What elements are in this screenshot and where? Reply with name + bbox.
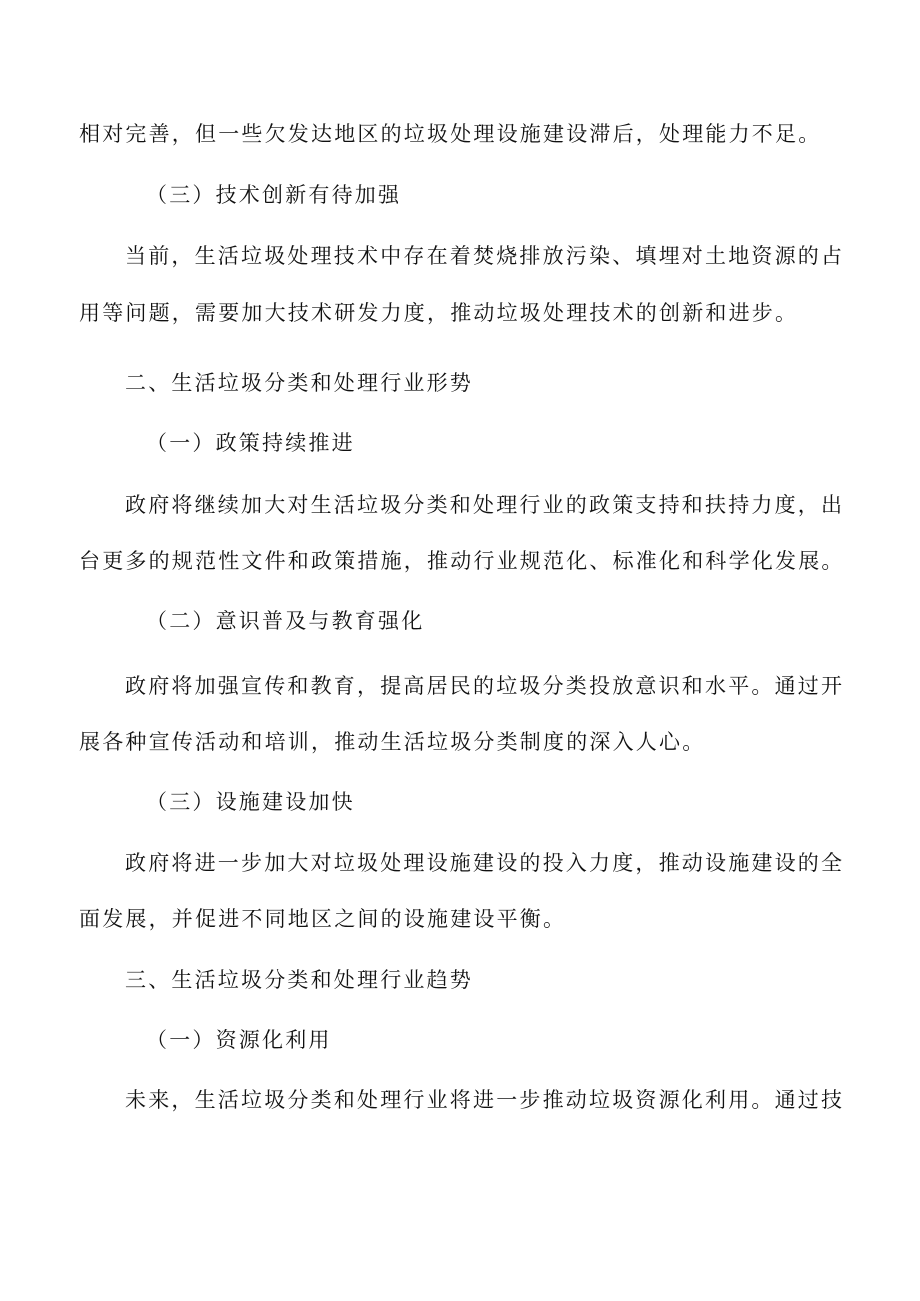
paragraph-line: 政府将加强宣传和教育，提高居民的垃圾分类投放意识和水平。通过开 — [125, 674, 845, 698]
subsection-heading-policy: （一）政策持续推进 — [146, 431, 355, 455]
paragraph-line: 展各种宣传活动和培训，推动生活垃圾分类制度的深入人心。 — [79, 730, 706, 754]
subsection-heading-tech-innovation: （三）技术创新有待加强 — [146, 183, 402, 207]
section-heading-industry-situation: 二、生活垃圾分类和处理行业形势 — [125, 371, 473, 395]
subsection-heading-awareness: （二）意识普及与教育强化 — [146, 609, 425, 633]
paragraph-line: 面发展，并促进不同地区之间的设施建设平衡。 — [79, 907, 567, 931]
paragraph-line: 政府将继续加大对生活垃圾分类和处理行业的政策支持和扶持力度，出 — [125, 493, 845, 517]
paragraph-line: 用等问题，需要加大技术研发力度，推动垃圾处理技术的创新和进步。 — [79, 301, 799, 325]
subsection-heading-resource-utilization: （一）资源化利用 — [146, 1028, 332, 1052]
section-heading-industry-trends: 三、生活垃圾分类和处理行业趋势 — [125, 968, 473, 992]
paragraph-continuation-line: 相对完善，但一些欠发达地区的垃圾处理设施建设滞后，处理能力不足。 — [79, 122, 822, 146]
paragraph-line: 政府将进一步加大对垃圾处理设施建设的投入力度，推动设施建设的全 — [125, 851, 845, 875]
paragraph-line: 未来，生活垃圾分类和处理行业将进一步推动垃圾资源化利用。通过技 — [125, 1088, 845, 1112]
paragraph-line: 台更多的规范性文件和政策措施，推动行业规范化、标准化和科学化发展。 — [79, 549, 845, 573]
paragraph-line: 当前，生活垃圾处理技术中存在着焚烧排放污染、填埋对土地资源的占 — [125, 244, 845, 268]
subsection-heading-facilities: （三）设施建设加快 — [146, 790, 355, 814]
